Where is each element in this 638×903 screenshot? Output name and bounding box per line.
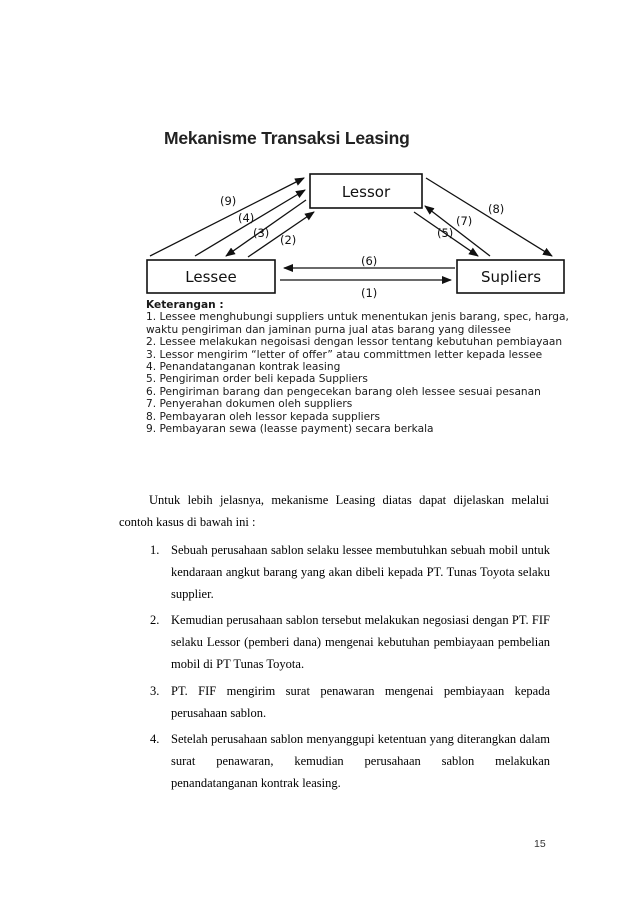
- legend-line: 9. Pembayaran sewa (leasse payment) secara berkala: [146, 423, 434, 436]
- step-number: 4.: [150, 732, 160, 747]
- arrow-label-6: (6): [361, 254, 378, 268]
- arrow-label-5: (5): [437, 226, 454, 240]
- legend-line: 6. Pengiriman barang dan pengecekan barang oleh lessee sesuai pesanan: [146, 385, 541, 398]
- arrow-label-2: (2): [280, 233, 297, 247]
- diagram-title: Mekanisme Transaksi Leasing: [164, 128, 410, 148]
- list-item: [150, 681, 550, 725]
- legend-line: 7. Penyerahan dokumen oleh suppliers: [146, 398, 353, 411]
- arrow-label-8: (8): [488, 202, 505, 216]
- arrow-label-1: (1): [361, 286, 378, 300]
- arrow-label-9: (9): [220, 194, 237, 208]
- legend-line: waktu pengiriman dan jaminan purna jual atas barang yang dilessee: [146, 323, 511, 336]
- legend-line: 4. Penandatanganan kontrak leasing: [146, 361, 341, 374]
- legend-line: 1. Lessee menghubungi suppliers untuk menentukan jenis barang, spec, harga,: [146, 311, 569, 324]
- arrow-8: [426, 178, 552, 256]
- arrow-label-3: (3): [253, 226, 270, 240]
- step-number: 2.: [150, 613, 160, 628]
- list-item: [150, 610, 550, 675]
- intro-text: Untuk lebih jelasnya, mekanisme Leasing diatas dapat dijelaskan melalui contoh kasus di bawah ini :: [119, 493, 549, 529]
- suppliers-label: Supliers: [480, 268, 542, 286]
- intro-paragraph: [119, 489, 549, 533]
- lessee-label: Lessee: [185, 268, 237, 286]
- page-number: 15: [534, 838, 546, 850]
- leasing-diagram: [0, 0, 638, 300]
- step-text: PT. FIF mengirim surat penawaran mengenai pembiayaan kepada perusahaan sablon.: [171, 683, 550, 720]
- arrow-label-4: (4): [238, 211, 255, 225]
- step-text: Kemudian perusahaan sablon tersebut melakukan negosiasi dengan PT. FIF selaku Lessor (pemberi dana) mengenai kebutuhan pembiayaan pembelian mobil di PT Tunas Toyota.: [171, 613, 550, 671]
- diagram-legend: [146, 299, 576, 435]
- step-text: Setelah perusahaan sablon menyanggupi ketentuan yang diterangkan dalam surat penawaran, kemudian perusahaan sablon melakukan penandatanganan kontrak leasing.: [171, 732, 550, 790]
- step-number: 3.: [150, 683, 160, 698]
- list-item: [150, 540, 550, 605]
- legend-line: 2. Lessee melakukan negoisasi dengan lessor tentang kebutuhan pembiayaan: [146, 336, 563, 349]
- lessor-label: Lessor: [341, 183, 391, 201]
- step-number: 1.: [150, 543, 160, 557]
- legend-line: 8. Pembayaran oleh lessor kepada suppliers: [146, 410, 380, 423]
- arrow-label-7: (7): [456, 214, 473, 228]
- list-item: [150, 729, 550, 794]
- step-text: Sebuah perusahaan sablon selaku lessee membutuhkan sebuah mobil untuk kendaraan angkut barang yang akan dibeli kepada PT. Tunas Toyota selaku supplier.: [171, 543, 550, 601]
- steps-list: [150, 540, 550, 800]
- legend-line: 3. Lessor mengirim “letter of offer” atau committmen letter kepada lessee: [146, 348, 543, 361]
- legend-line: 5. Pengiriman order beli kepada Suppliers: [146, 373, 368, 386]
- legend-heading: Keterangan :: [146, 299, 224, 311]
